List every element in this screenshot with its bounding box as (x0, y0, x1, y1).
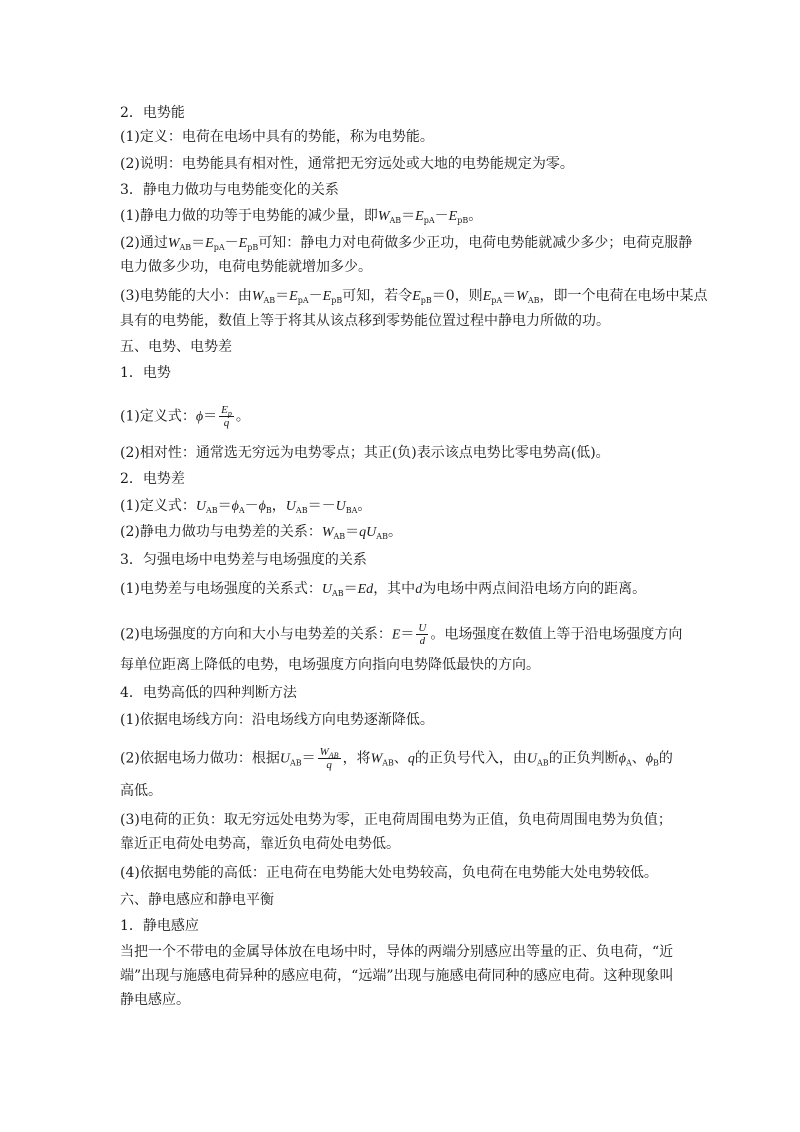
paragraph-magnitude-line2: 具有的电势能，数值上等于将其从该点移到零势能位置过程中静电力所做的功。 (120, 313, 610, 329)
paragraph-via-formula-line1: (2)通过$W_{AB}=E_{pA}-E_{pB}$可知：静电力对电荷做多少正功，电荷电势能就减少多少；电荷克服静 (120, 235, 693, 252)
paragraph-field-direction-line1: (2)电场强度的方向和大小与电势差的关系：E＝ $\frac{U}{d}$ 。电场强度在数值上等于沿电场强度方向 (120, 622, 683, 647)
paragraph-explanation: (2)说明：电势能具有相对性，通常把无穷远处或大地的电势能规定为零。 (120, 156, 574, 172)
paragraph-method-field-lines: (1)依据电场线方向：沿电场线方向电势逐渐降低。 (120, 712, 434, 728)
heading-electric-potential-energy: 2．电势能 (120, 105, 185, 121)
fraction-w-over-q: $\frac{W_{AB}}{q}$ (319, 746, 339, 771)
heading-induction-equilibrium: 六、静电感应和静电平衡 (120, 892, 274, 908)
heading-uniform-field-relation: 3．匀强电场中电势差与电场强度的关系 (120, 552, 367, 568)
fraction-u-over-d: $\frac{U}{d}$ (418, 622, 427, 647)
paragraph-method-charge-line1: (3)电荷的正负：取无穷远处电势为零，正电荷周围电势为正值，负电荷周围电势为负值； (120, 812, 672, 828)
paragraph-difference-field-relation: (1)电势差与电场强度的关系式：$U_{AB}=Ed$，其中d为电场中两点间沿电场方向的距离。 (120, 581, 647, 598)
paragraph-definition: (1)定义：电荷在电场中具有的势能，称为电势能。 (120, 129, 434, 145)
paragraph-method-work-line2: 高低。 (120, 783, 162, 799)
paragraph-method-energy: (4)依据电势能的高低：正电荷在电势能大处电势较高，负电荷在电势能大处电势较低。 (120, 865, 658, 881)
heading-four-methods: 4．电势高低的四种判断方法 (120, 685, 297, 701)
paragraph-work-and-difference: (2)静电力做功与电势差的关系：$W_{AB}=qU_{AB}$。 (120, 524, 402, 541)
paragraph-magnitude-line1: (3)电势能的大小：由$W_{AB}=E_{pA}-E_{pB}$可知，若令$E_{pB}=0$，则$E_{pA}=W_{AB}$，即一个电荷在电场中某点 (120, 288, 708, 305)
heading-electrostatic-induction: 1．静电感应 (120, 918, 199, 934)
paragraph-field-direction-line2: 每单位距离上降低的电势，电场强度方向指向电势降低最快的方向。 (120, 657, 540, 673)
heading-potential: 1．电势 (120, 365, 171, 381)
paragraph-method-charge-line2: 靠近正电荷处电势高，靠近负电荷处电势低。 (120, 836, 400, 852)
paragraph-work-equals-decrease: (1)静电力做的功等于电势能的减少量，即$W_{AB}=E_{pA}-E_{pB}$。 (120, 208, 483, 225)
paragraph-potential-definition: (1)定义式：ϕ＝ $\frac{E_p}{q}$ 。 (120, 404, 250, 429)
paragraph-induction-description: 当把一个不带电的金属导体放在电场中时，导体的两端分别感应出等量的正、负电荷，“近端”出现与施感电荷异种的感应电荷，“远端”出现与施感电荷同种的感应电荷。这种现象叫静电感应。 (120, 944, 674, 1008)
paragraph-relativity: (2)相对性：通常选无穷远为电势零点；其正(负)表示该点电势比零电势高(低)。 (120, 445, 610, 461)
heading-potential-difference: 2．电势差 (120, 471, 185, 487)
heading-potential-and-difference: 五、电势、电势差 (120, 339, 232, 355)
heading-work-energy-relation: 3．静电力做功与电势能变化的关系 (120, 182, 339, 198)
fraction-ep-over-q: $\frac{E_p}{q}$ (221, 404, 232, 429)
paragraph-difference-definition: (1)定义式：$U_{AB}=\phi_A-\phi_B$，$U_{AB}=-U_{BA}$。 (120, 498, 372, 515)
paragraph-via-formula-line2: 电力做多少功，电荷电势能就增加多少。 (120, 259, 372, 275)
paragraph-method-work-line1: (2)依据电场力做功：根据$U_{AB}=$ $\frac{W_{AB}}{q}$ ，将$W_{AB}$、q的正负号代入，由$U_{AB}$的正负判断$\phi_A$、$\phi_B$的 (120, 746, 673, 771)
